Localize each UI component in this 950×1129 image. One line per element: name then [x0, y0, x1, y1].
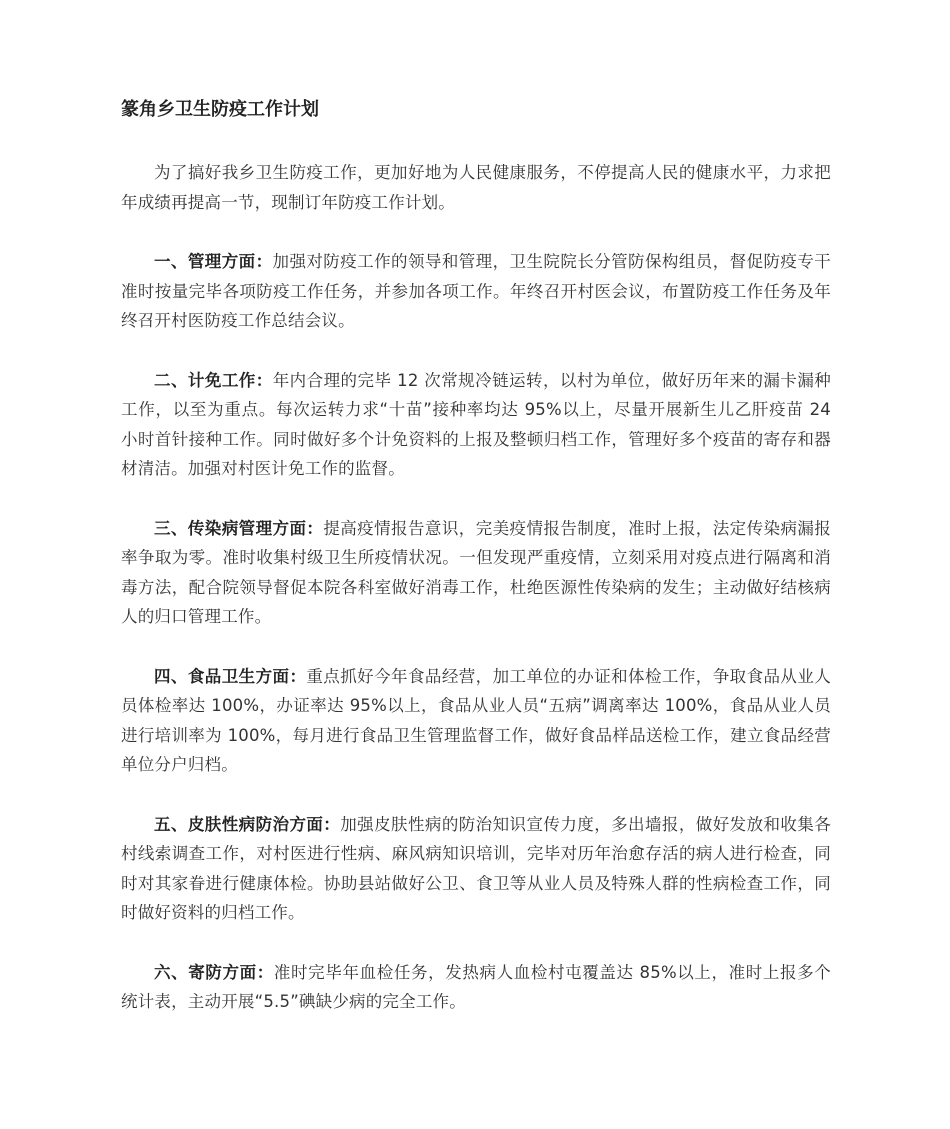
section-heading: 四、食品卫生方面：	[154, 666, 307, 686]
document-title: 篆角乡卫生防疫工作计划	[121, 99, 319, 120]
section-food-hygiene	[121, 662, 831, 780]
section-heading: 五、皮肤性病防治方面：	[154, 814, 341, 834]
section-heading: 三、传染病管理方面：	[154, 518, 324, 538]
section-body: 年内合理的完毕 12 次常规冷链运转，以村为单位，做好历年来的漏卡漏种工作，以至为重点。每次运转力求“十苗”接种率均达 95%以上，尽量开展新生儿乙肝疫苗 24 小时首针接种工作。同时做好多个计免资料的上报及整顿归档工作，管理好多个疫苗的寄存和器材清洁。加强对村医计免工作的监督。	[121, 370, 831, 478]
section-body: 提高疫情报告意识，完美疫情报告制度，准时上报，法定传染病漏报率争取为零。准时收集村级卫生所疫情状况。一但发现严重疫情，立刻采用对疫点进行隔离和消毒方法，配合院领导督促本院各科室做好消毒工作，杜绝医源性传染病的发生；主动做好结核病人的归口管理工作。	[121, 518, 832, 626]
section-immunization	[121, 366, 831, 484]
section-management	[121, 247, 831, 336]
section-heading: 一、管理方面：	[154, 252, 273, 271]
section-body: 准时完毕年血检任务，发热病人血检村屯覆盖达 85%以上，准时上报多个统计表，主动开展“5.5”碘缺少病的完全工作。	[121, 962, 831, 1011]
section-heading: 二、计免工作：	[154, 370, 273, 390]
section-parasite-control	[121, 958, 831, 1017]
document-page	[121, 96, 831, 1047]
section-body: 加强对防疫工作的领导和管理，卫生院院长分管防保构组员，督促防疫专干准时按量完毕各项防疫工作任务，并参加各项工作。年终召开村医会议，布置防疫工作任务及年终召开村医防疫工作总结会议。	[121, 252, 831, 330]
section-infectious-disease	[121, 514, 831, 632]
section-body: 重点抓好今年食品经营，加工单位的办证和体检工作，争取食品从业人员体检率达 100%，办证率达 95%以上，食品从业人员“五病”调离率达 100%，食品从业人员进行培训率为 100%，每月进行食品卫生管理监督工作，做好食品样品送检工作，建立食品经营单位分户归档。	[121, 666, 831, 774]
intro-paragraph: 为了搞好我乡卫生防疫工作，更加好地为人民健康服务，不停提高人民的健康水平，力求把年成绩再提高一节，现制订年防疫工作计划。	[121, 163, 831, 212]
section-skin-std-control	[121, 810, 831, 928]
section-body: 加强皮肤性病的防治知识宣传力度，多出墙报，做好发放和收集各村线索调查工作，对村医进行性病、麻风病知识培训，完毕对历年治愈存活的病人进行检查，同时对其家眷进行健康体检。协助县站做好公卫、食卫等从业人员及特殊人群的性病检查工作，同时做好资料的归档工作。	[121, 814, 831, 922]
section-heading: 六、寄防方面：	[154, 962, 274, 982]
